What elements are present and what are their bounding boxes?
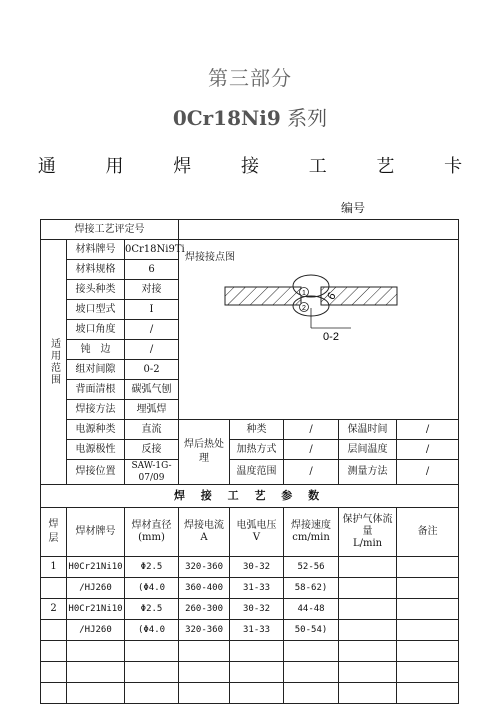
series-suffix: 系列 xyxy=(280,106,328,130)
scope-row-label: 坡口型式 xyxy=(67,300,125,320)
base-plate-left xyxy=(225,287,301,305)
empty-cell xyxy=(397,683,459,704)
weld-bead-top xyxy=(293,275,329,297)
pwht-item-label: 温度范围 xyxy=(230,460,284,485)
scope-row-value: SAW-1G-07/09 xyxy=(125,460,179,485)
col-current-label: 焊接电流 xyxy=(184,520,225,531)
joint-diagram-cell xyxy=(179,240,459,420)
param-brand: /HJ260 xyxy=(67,578,125,599)
col-current-unit: A xyxy=(200,532,208,543)
empty-cell xyxy=(179,641,230,662)
empty-cell xyxy=(41,662,67,683)
scope-row-value: 0-2 xyxy=(125,360,179,380)
pwht-label: 焊后热处理 xyxy=(179,420,230,485)
param-layer: 2 xyxy=(41,599,67,620)
scope-row-value: / xyxy=(125,320,179,340)
col-diameter xyxy=(125,508,179,557)
gap-label: 0-2 xyxy=(323,331,339,343)
param-gas xyxy=(339,578,397,599)
param-brand: H0Cr21Ni10 xyxy=(67,557,125,578)
param-current: 260-300 xyxy=(179,599,230,620)
param-note xyxy=(397,557,459,578)
empty-cell xyxy=(397,662,459,683)
process-card-table xyxy=(40,219,459,704)
col-voltage-unit: V xyxy=(252,532,261,543)
empty-cell xyxy=(41,683,67,704)
thickness-label: 6 xyxy=(325,291,339,302)
param-current: 320-360 xyxy=(179,620,230,641)
scope-row-label: 坡口角度 xyxy=(67,320,125,340)
empty-cell xyxy=(230,662,284,683)
param-voltage: 31-33 xyxy=(230,578,284,599)
scope-row-label: 接头种类 xyxy=(67,280,125,300)
pwht-item-label: 加热方式 xyxy=(230,440,284,460)
param-layer xyxy=(41,578,67,599)
empty-cell xyxy=(339,641,397,662)
param-voltage: 30-32 xyxy=(230,557,284,578)
col-speed xyxy=(284,508,339,557)
param-note xyxy=(397,620,459,641)
param-note xyxy=(397,578,459,599)
empty-cell xyxy=(179,683,230,704)
empty-cell xyxy=(230,683,284,704)
scope-row-value: / xyxy=(125,340,179,360)
empty-cell xyxy=(230,641,284,662)
param-voltage: 30-32 xyxy=(230,599,284,620)
scope-row-label: 材料牌号 xyxy=(67,240,125,260)
layer-2-number: 2 xyxy=(302,305,306,312)
empty-cell xyxy=(179,662,230,683)
scope-row-label: 焊接方法 xyxy=(67,400,125,420)
param-layer: 1 xyxy=(41,557,67,578)
pwht-item-value: / xyxy=(397,460,459,485)
scope-label-text: 适用范围 xyxy=(48,338,60,386)
params-header: 焊 接 工 艺 参 数 xyxy=(41,485,459,508)
param-current: 360-400 xyxy=(179,578,230,599)
scope-row-label: 焊接位置 xyxy=(67,460,125,485)
pwht-item-value: / xyxy=(284,460,339,485)
scope-row-label: 组对间隙 xyxy=(67,360,125,380)
empty-cell xyxy=(339,662,397,683)
scope-row-value: 6 xyxy=(125,260,179,280)
col-gas xyxy=(339,508,397,557)
eval-number-value xyxy=(179,220,459,240)
scope-row-value: 0Cr18Ni9Ti xyxy=(125,240,179,260)
pwht-item-value: / xyxy=(284,420,339,440)
param-speed: 58-62) xyxy=(284,578,339,599)
col-diameter-unit: (mm) xyxy=(138,532,165,543)
empty-cell xyxy=(67,641,125,662)
param-voltage: 31-33 xyxy=(230,620,284,641)
col-diameter-label: 焊材直径 xyxy=(131,520,172,531)
param-diameter: Φ2.5 xyxy=(125,599,179,620)
joint-diagram xyxy=(179,240,441,415)
param-diameter: (Φ4.0 xyxy=(125,620,179,641)
col-brand: 焊材牌号 xyxy=(67,508,125,557)
scope-row-label: 材料规格 xyxy=(67,260,125,280)
scope-row-label: 钝 边 xyxy=(67,340,125,360)
pwht-item-label: 保温时间 xyxy=(339,420,397,440)
param-layer xyxy=(41,620,67,641)
empty-cell xyxy=(67,662,125,683)
scope-row-value: 埋弧焊 xyxy=(125,400,179,420)
serial-number-label: 编号 xyxy=(341,201,366,215)
eval-number-label: 焊接工艺评定号 xyxy=(41,220,179,240)
param-diameter: (Φ4.0 xyxy=(125,578,179,599)
series-title xyxy=(0,102,500,131)
col-gas-unit: L/min xyxy=(352,538,383,549)
empty-cell xyxy=(125,641,179,662)
pwht-item-label: 层间温度 xyxy=(339,440,397,460)
card-title: 通 用 焊 接 工 艺 卡 xyxy=(37,156,485,177)
empty-cell xyxy=(125,662,179,683)
pwht-item-label: 种类 xyxy=(230,420,284,440)
col-voltage xyxy=(230,508,284,557)
param-speed: 52-56 xyxy=(284,557,339,578)
scope-row-label: 电源极性 xyxy=(67,440,125,460)
col-speed-unit: cm/min xyxy=(292,532,330,543)
col-current xyxy=(179,508,230,557)
empty-cell xyxy=(284,662,339,683)
col-speed-label: 焊接速度 xyxy=(291,520,332,531)
empty-cell xyxy=(67,683,125,704)
param-gas xyxy=(339,620,397,641)
empty-cell xyxy=(41,641,67,662)
pwht-item-value: / xyxy=(284,440,339,460)
empty-cell xyxy=(125,683,179,704)
col-gas-label: 保护气体流量 xyxy=(342,514,393,537)
layer-1-number: 1 xyxy=(302,290,306,297)
empty-cell xyxy=(339,683,397,704)
part-title: 第三部分 xyxy=(208,66,292,90)
series-main: 0Cr18Ni9 xyxy=(172,106,281,130)
param-speed: 50-54) xyxy=(284,620,339,641)
empty-cell xyxy=(397,641,459,662)
scope-row-value: 反接 xyxy=(125,440,179,460)
param-gas xyxy=(339,599,397,620)
col-note: 备注 xyxy=(397,508,459,557)
scope-row-value: 对接 xyxy=(125,280,179,300)
param-brand: H0Cr21Ni10 xyxy=(67,599,125,620)
pwht-item-value: / xyxy=(397,440,459,460)
scope-row-label: 背面清根 xyxy=(67,380,125,400)
col-layer: 焊层 xyxy=(41,508,67,557)
empty-cell xyxy=(284,683,339,704)
param-gas xyxy=(339,557,397,578)
scope-label xyxy=(41,240,67,485)
param-diameter: Φ2.5 xyxy=(125,557,179,578)
scope-row-value: I xyxy=(125,300,179,320)
param-current: 320-360 xyxy=(179,557,230,578)
param-brand: /HJ260 xyxy=(67,620,125,641)
pwht-item-label: 测量方法 xyxy=(339,460,397,485)
empty-cell xyxy=(284,641,339,662)
joint-diagram-title: 焊接接点图 xyxy=(185,252,236,263)
scope-row-label: 电源种类 xyxy=(67,420,125,440)
pwht-item-value: / xyxy=(397,420,459,440)
col-voltage-label: 电弧电压 xyxy=(236,520,277,531)
param-note xyxy=(397,599,459,620)
scope-row-value: 直流 xyxy=(125,420,179,440)
scope-row-value: 碳弧气刨 xyxy=(125,380,179,400)
param-speed: 44-48 xyxy=(284,599,339,620)
